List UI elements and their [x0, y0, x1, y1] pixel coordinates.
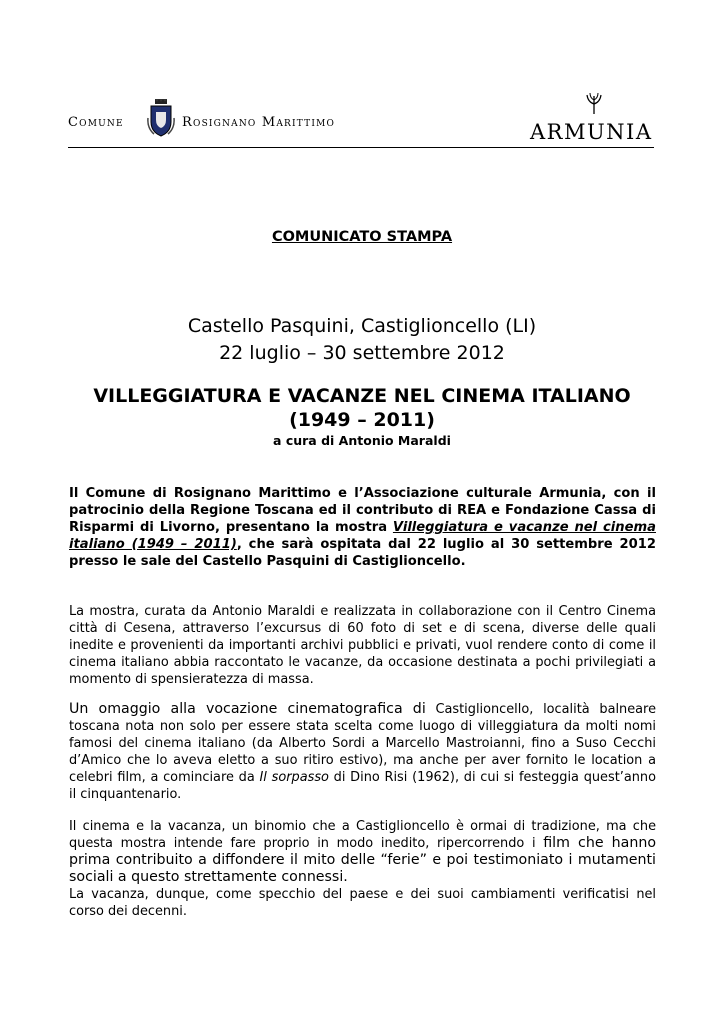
branch-icon: [586, 92, 602, 114]
binomio-text-a: Il cinema e la vacanza, un binomio che a Castiglioncello è ormai di tradizione, ma che questa mostra intende fare proprio in modo inedito, ripercorrendo i: [69, 819, 656, 851]
film-title: Il sorpasso: [259, 770, 329, 785]
binomio-block: [69, 818, 656, 886]
letterhead: [68, 84, 654, 150]
paragraph-binomio: [69, 818, 656, 920]
press-release-label: COMUNICATO STAMPA: [271, 229, 453, 245]
exhibition-title-line1: VILLEGGIATURA E VACANZE NEL CINEMA ITALIANO: [93, 385, 631, 407]
omaggio-text-a: Un omaggio alla vocazione cinematografica di: [69, 701, 426, 717]
intro-text-b: , che sarà ospitata dal 22 luglio al 30 settembre 2012 presso le sale del Castello Pasquini di Castiglioncello.: [69, 537, 656, 569]
dates-line: 22 luglio – 30 settembre 2012: [219, 342, 505, 364]
omaggio-text-c: di Dino Risi (1962), di cui si festeggia quest’anno il cinquantenario.: [69, 770, 656, 802]
crest-icon: [146, 98, 176, 138]
municipality-name: Rosignano Marittimo: [182, 115, 336, 130]
venue-dates: [0, 313, 724, 367]
header-divider: [68, 147, 654, 148]
exhibition-title: [0, 384, 724, 432]
paragraph-conclusion: La vacanza, dunque, come specchio del paese e dei suoi cambiamenti verificatisi nel corso dei decenni.: [69, 887, 656, 919]
curator-line: a cura di Antonio Maraldi: [273, 433, 451, 448]
comune-label: Comune: [68, 115, 124, 130]
venue-line: Castello Pasquini, Castiglioncello (LI): [187, 315, 537, 337]
paragraph-mostra: La mostra, curata da Antonio Maraldi e realizzata in collaborazione con il Centro Cinema città di Cesena, attraverso l’excursus di 60 foto di set e di scena, diverse delle quali inedite e provenienti da importanti archivi pubblici e privati, vuol rendere conto di come il cinema italiano abbia raccontato le vacanze, da occasione destinata a pochi privilegiati a momento di spensieratezza di massa.: [69, 604, 656, 687]
binomio-text-b: film che hanno prima contribuito a diffondere il mito delle “ferie” e poi testimoniato i mutamenti sociali a questo strettamente connessi.: [69, 835, 656, 885]
intro-text-a: Il Comune di Rosignano Marittimo e l’Associazione culturale Armunia, con il patrocinio della Regione Toscana ed il contributo di REA e Fondazione Cassa di Risparmi di Livorno, presentano la mostra: [69, 486, 656, 535]
exhibition-years: (1949 – 2011): [289, 409, 435, 431]
paragraph-omaggio: [69, 701, 656, 803]
armunia-logo-text: ARMUNIA: [530, 120, 653, 144]
exhibition-title-link: Villeggiatura e vacanze nel cinema italiano (1949 – 2011): [69, 520, 656, 552]
omaggio-text-b: Castiglioncello, località balneare toscana nota non solo per essere stata scelta come luogo di villeggiatura da molti nomi famosi del cinema italiano (da Alberto Sordi a Marcello Mastroianni, fino a Suso Cecchi d’Amico che lo aveva eletto a suo ritiro estivo), ma anche per aver fornito le location a celebri film, a cominciare da: [69, 702, 657, 785]
intro-paragraph: [69, 485, 656, 570]
